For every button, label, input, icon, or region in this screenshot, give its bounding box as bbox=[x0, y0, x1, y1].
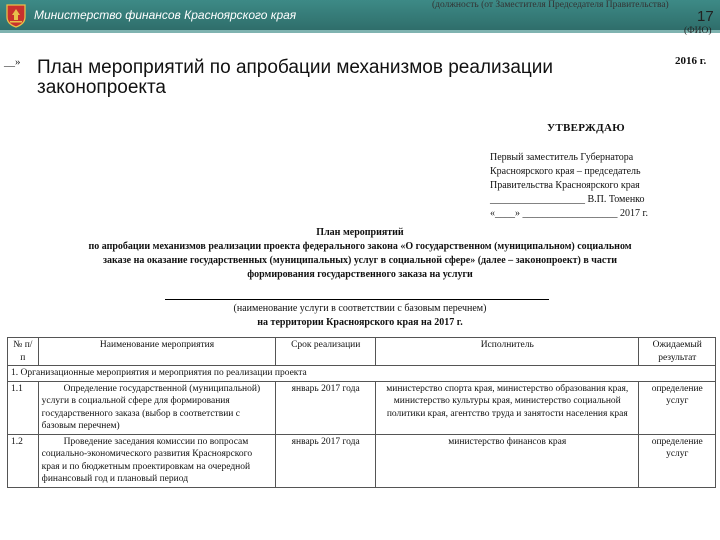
service-note: (наименование услуги в соответствии с базовым перечнем) bbox=[233, 303, 487, 314]
section-row bbox=[8, 366, 716, 382]
approval-signature-line: ___________________ В.П. Томенко bbox=[490, 194, 645, 205]
header-result: Ожидаемый результат bbox=[639, 338, 716, 366]
header-num: № п/п bbox=[8, 338, 39, 366]
row-term: январь 2017 года bbox=[276, 434, 376, 487]
row-executor: министерство спорта края, министерство образования края, министерство культуры края, министерство социальной политики края, агентство труда и занятости населения края bbox=[376, 381, 639, 434]
ministry-name: Министерство финансов Красноярского края bbox=[34, 8, 297, 22]
approval-line: Красноярского края – председатель bbox=[490, 166, 641, 177]
header-underline bbox=[0, 30, 720, 33]
approval-line: Первый заместитель Губернатора bbox=[490, 152, 634, 163]
row-result: определение услуг bbox=[639, 381, 716, 434]
row-num: 1.1 bbox=[8, 381, 39, 434]
approval-line: Правительства Красноярского края bbox=[490, 180, 640, 191]
row-name: Проведение заседания комиссии по вопросам социально-экономического развития Красноярского края и по бюджетным проектировкам на очередной финансовый год и плановый период bbox=[38, 434, 276, 487]
row-name: Определение государственной (муниципальной) услуги в социальной сфере для формирования государственного заказа (выбор в соответствии с базовым перечнем) bbox=[38, 381, 276, 434]
plan-subtitle-line: по апробации механизмов реализации проекта федерального закона «О государственном (муниципальном) социальном bbox=[88, 241, 632, 252]
quote-mark: __» bbox=[4, 56, 21, 68]
position-note: (должность (от Заместителя Председателя Правительства) bbox=[432, 0, 669, 10]
plan-subtitle-line: формирования государственного заказа на услуги bbox=[247, 269, 473, 280]
row-num: 1.2 bbox=[8, 434, 39, 487]
row-result: определение услуг bbox=[639, 434, 716, 487]
slide-title: План мероприятий по апробации механизмов реализации законопроекта bbox=[37, 57, 554, 98]
year-note: 2016 г. bbox=[675, 55, 707, 67]
header-term: Срок реализации bbox=[276, 338, 376, 366]
header-executor: Исполнитель bbox=[376, 338, 639, 366]
row-executor: министерство финансов края bbox=[376, 434, 639, 487]
approval-block bbox=[490, 151, 648, 221]
plan-subtitle-line: заказе на оказание государственных (муниципальных) услуг в социальной сфере» (далее – законопроект) в части bbox=[103, 255, 617, 266]
coat-of-arms-icon bbox=[5, 3, 27, 28]
table-row bbox=[8, 434, 716, 487]
table-header-row bbox=[8, 338, 716, 366]
section-title: 1. Организационные мероприятия и мероприятия по реализации проекта bbox=[8, 366, 716, 382]
plan-table bbox=[7, 337, 716, 488]
service-blank-line bbox=[165, 299, 549, 300]
page-number: 17 bbox=[697, 8, 714, 25]
header-name: Наименование мероприятия bbox=[38, 338, 276, 366]
fio-note: (ФИО) bbox=[684, 26, 712, 36]
table-row bbox=[8, 381, 716, 434]
plan-title: План мероприятий bbox=[316, 227, 404, 238]
approval-heading: УТВЕРЖДАЮ bbox=[547, 122, 625, 134]
row-term: январь 2017 года bbox=[276, 381, 376, 434]
territory-line: на территории Красноярского края на 2017 г. bbox=[257, 317, 463, 328]
approval-date-line: «____» ___________________ 2017 г. bbox=[490, 208, 648, 219]
